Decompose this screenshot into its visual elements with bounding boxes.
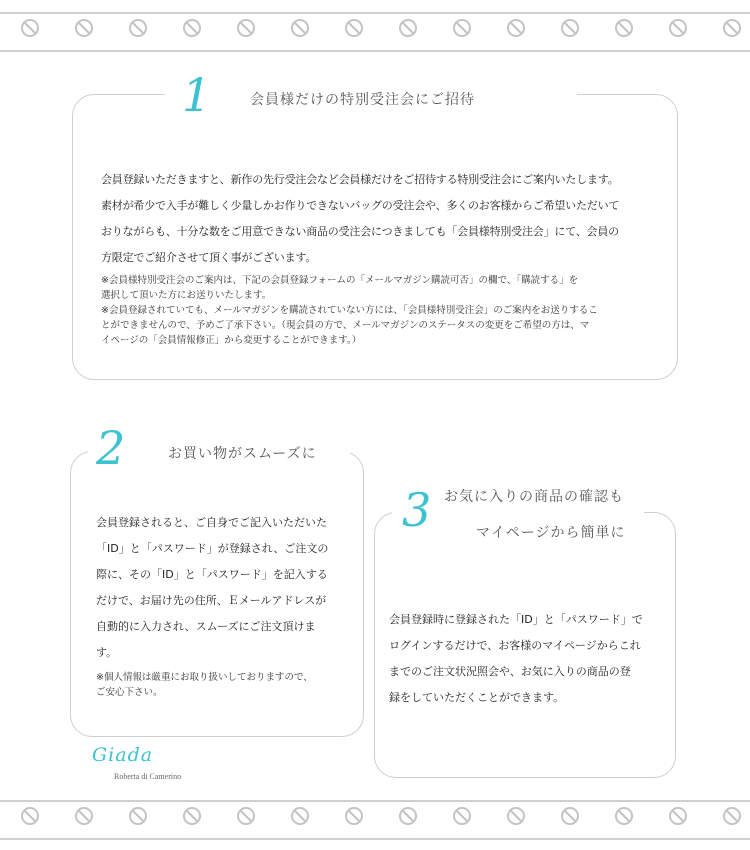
no-symbol-icon [454, 808, 470, 824]
section2-note: ご安心下さい。 [96, 687, 163, 698]
section2-line: だけで、お届け先の住所、Ｅメールアドレスが [96, 594, 327, 607]
no-symbol-icon [400, 808, 416, 824]
no-symbol-icon [292, 808, 308, 824]
no-symbol-icon [562, 20, 578, 36]
section2-line: 際に、その「ID」と「パスワード」を記入する [96, 568, 328, 581]
section2-number: 2 [96, 421, 126, 475]
section2-line: 自動的に入力され、スムーズにご注文頂けま [96, 620, 316, 633]
section3-line: ログインするだけで、お客様のマイページからこれ [389, 639, 641, 652]
no-symbol-icon-row [0, 800, 750, 840]
section1-title: 会員様だけの特別受注会にご招待 [250, 92, 475, 108]
section1-line: おりながらも、十分な数をご用意できない商品の受注会につきましても「会員様特別受注会」にて、会員の [101, 225, 619, 238]
no-symbol-icon [22, 20, 38, 36]
section1-notes [101, 273, 681, 348]
no-symbol-icon [76, 808, 92, 824]
section3-number: 3 [402, 483, 432, 537]
section3-title-line1: お気に入りの商品の確認も [444, 489, 624, 505]
section1-body [101, 167, 681, 271]
no-symbol-icon [292, 20, 308, 36]
section1-line: 素材が希少で入手が難しく少量しかお作りできないバッグの受注会や、多くのお客様からご希望いただいて [101, 199, 620, 212]
no-symbol-icon [346, 808, 362, 824]
section1-line: 方限定でご紹介させて頂く事がございます。 [101, 251, 317, 264]
no-symbol-icon [184, 808, 200, 824]
section3-line: までのご注文状況照会や、お気に入りの商品の登 [389, 665, 631, 678]
no-symbol-icon [238, 808, 254, 824]
no-symbol-icon [454, 20, 470, 36]
no-symbol-icon [130, 808, 146, 824]
section3-line: 録をしていただくことができます。 [389, 691, 565, 704]
section1-note: イページの「会員情報修正」から変更することができます。） [101, 335, 362, 346]
no-symbol-icon [562, 808, 578, 824]
no-symbol-icon [400, 20, 416, 36]
section1-note: とができませんので、予めご了承下さい。（現会員の方で、メールマガジンのステータスの変更をご希望の方は、マ [101, 320, 590, 331]
section2-title: お買い物がスムーズに [168, 446, 317, 462]
no-symbol-icon [724, 808, 740, 824]
section2-line: す。 [96, 646, 118, 659]
section2-notes [96, 670, 341, 700]
brand-logo [92, 744, 202, 786]
no-symbol-icon-row [0, 12, 750, 52]
section2-line: 「ID」と「パスワード」が登録され、ご注文の [96, 542, 329, 555]
no-symbol-icon [670, 808, 686, 824]
no-symbol-icon [130, 20, 146, 36]
no-symbol-icon [76, 20, 92, 36]
no-symbol-icon [508, 20, 524, 36]
no-symbol-icon [22, 808, 38, 824]
section1-line: 会員登録いただきますと、新作の先行受注会など会員様だけをご招待する特別受注会にご案内いたします。 [101, 173, 619, 186]
logo-script: Giada [92, 744, 154, 766]
section3-body [389, 607, 657, 711]
no-symbol-icon [670, 20, 686, 36]
section3-line: 会員登録時に登録された「ID」と「パスワード」で [389, 613, 643, 626]
no-symbol-icon [616, 20, 632, 36]
no-symbol-icon [184, 20, 200, 36]
section3-title-line2: マイページから簡単に [476, 525, 626, 541]
top-chain-border [0, 12, 750, 52]
no-symbol-icon [724, 20, 740, 36]
no-symbol-icon [508, 808, 524, 824]
no-symbol-icon [346, 20, 362, 36]
section2-body [96, 510, 341, 666]
no-symbol-icon [616, 808, 632, 824]
section2-note: ※個人情報は厳重にお取り扱いしておりますので、 [96, 672, 313, 683]
section1-note: ※会員登録されていても、メールマガジンを購読されていない方には、「会員様特別受注会」のご案内をお送りするこ [101, 305, 598, 316]
logo-subtitle: Roberta di Camerino [114, 772, 182, 781]
section1-note: 選択して頂いた方にお送りいたします。 [101, 290, 272, 301]
section1-number: 1 [182, 68, 212, 122]
no-symbol-icon [238, 20, 254, 36]
section2-line: 会員登録されると、ご自身でご記入いただいた [96, 516, 327, 529]
section1-note: ※会員様特別受注会のご案内は、下記の会員登録フォームの「メールマガジン購読可否」の欄で、「購読する」を [101, 275, 579, 286]
bottom-chain-border [0, 800, 750, 840]
